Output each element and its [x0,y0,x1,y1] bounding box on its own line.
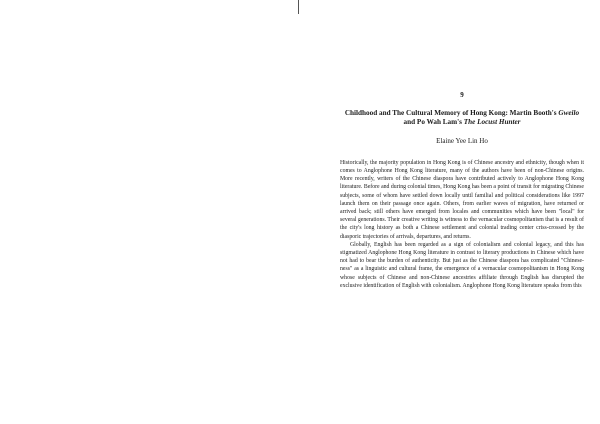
chapter-number: 9 [460,91,464,99]
chapter-title-locust-hunter: The Locust Hunter [463,118,521,127]
paragraph: Globally, English has been regarded as a sign of colonialism and colonial legacy, and this has stigmatized Anglophone Hong Kong literature in contrast to literary productions in Chinese which have not had to bear the burden of authenticity. But just as the Chinese diaspora has complicated "Chinese-ness" as a linguistic and cultural frame, the emergence of a vernacular cosmopolitanism in Hong Kong whose subjects of Chinese and non-Chinese ancestries affiliate through English has disrupted the exclusive identification of English with colonialism. Anglophone Hong Kong literature speaks from this [340,241,584,289]
book-page [340,92,584,290]
chapter-title-gweilo: Gweilo [558,109,580,117]
body-text [340,159,584,290]
chapter-title-part1: Childhood and The Cultural Memory of Hong Kong: Martin Booth's [344,109,559,117]
page-gutter-line [298,0,299,14]
chapter-title-part2: and Po Wah Lam's [403,118,464,127]
paragraph: Historically, the majority population in Hong Kong is of Chinese ancestry and ethnicity, though when it comes to Anglophone Hong Kong literature, many of the authors have been of non-Chinese origins. More recently, writers of the Chinese diaspora have contributed actively to Anglophone Hong Kong literature. Before and during colonial times, Hong Kong has been a point of transit for migrating Chinese subjects, some of whom have settled down locally until familial and political considerations like 1997 launch them on their passage once again. Others, from earlier waves of migration, have returned or arrived back; still others have emerged from locales and communities which have been "local" for several generations. Their creative writing is witness to the vernacular cosmopolitanism that is a result of the city's long history as both a Chinese settlement and colonial trading center criss-crossed by the diasporic trajectories of arrivals, departures, and returns. [340,159,584,240]
chapter-title [340,109,584,128]
author-name: Elaine Yee Lin Ho [436,136,488,145]
